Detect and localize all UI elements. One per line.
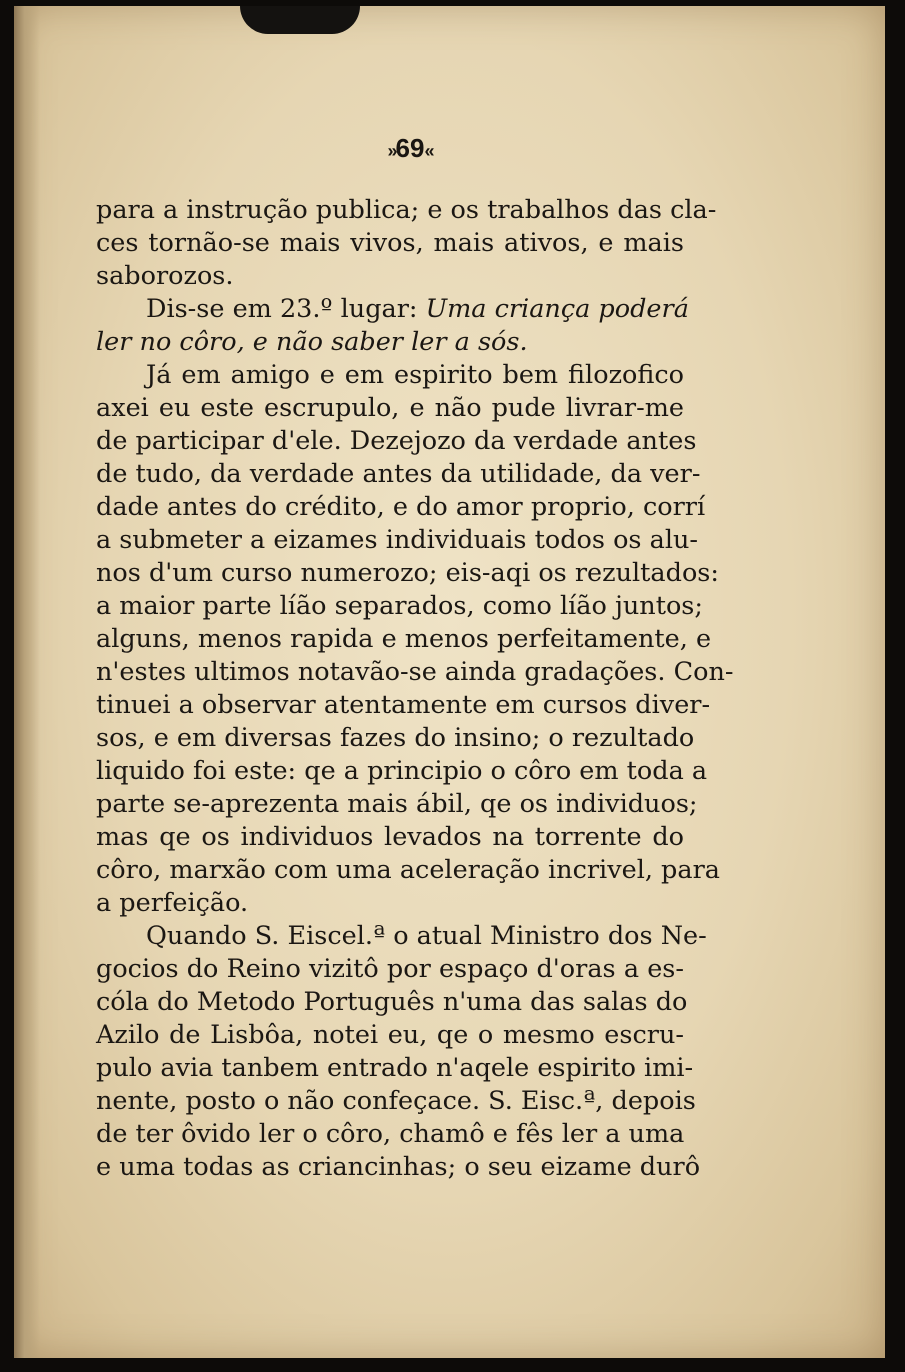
header-ornament-right: « bbox=[424, 141, 433, 161]
scan-clip-mark bbox=[240, 6, 360, 34]
text-line-content: de ter ôvido ler o côro, chamô e fês ler a uma bbox=[96, 1119, 685, 1149]
text-line bbox=[96, 293, 689, 326]
text-line-italic: ler no côro, e não saber ler a sós. bbox=[96, 327, 528, 357]
text-line-content: ces tornão-se mais vivos, mais ativos, e mais bbox=[96, 228, 684, 258]
text-line bbox=[96, 491, 706, 524]
text-line-content: n'estes ultimos notavão-se ainda gradações. Con- bbox=[96, 657, 734, 687]
body-text bbox=[96, 194, 734, 1184]
text-line bbox=[96, 590, 703, 623]
text-line bbox=[96, 986, 688, 1019]
text-line bbox=[96, 887, 684, 920]
text-line-content: alguns, menos rapida e menos perfeitamente, e bbox=[96, 624, 712, 654]
text-line-content: nos d'um curso numerozo; eis-aqi os rezultados: bbox=[96, 558, 719, 588]
text-line-content: a perfeição. bbox=[96, 888, 249, 918]
text-line-content: a maior parte líão separados, como líão juntos; bbox=[96, 591, 703, 621]
text-line-content: tinuei a observar atentamente em cursos diver- bbox=[96, 690, 711, 720]
text-line bbox=[96, 326, 684, 359]
text-line-content: para a instrução publica; e os trabalhos das cla- bbox=[96, 195, 717, 225]
text-line bbox=[96, 788, 698, 821]
text-line-content: dade antes do crédito, e do amor proprio, corrí bbox=[96, 492, 706, 522]
text-line-content: de participar d'ele. Dezejozo da verdade antes bbox=[96, 426, 697, 456]
text-line-content: liquido foi este: qe a principio o côro em toda a bbox=[96, 756, 708, 786]
text-line bbox=[96, 359, 684, 392]
text-line bbox=[96, 656, 734, 689]
text-line bbox=[96, 755, 708, 788]
text-line-italic: Uma criança poderá bbox=[425, 294, 689, 324]
text-line-content: parte se-aprezenta mais ábil, qe os individuos; bbox=[96, 789, 698, 819]
text-line bbox=[96, 623, 712, 656]
text-line-content: mas qe os individuos levados na torrente do bbox=[96, 822, 684, 852]
text-line bbox=[96, 227, 684, 260]
text-line-content: de tudo, da verdade antes da utilidade, da ver- bbox=[96, 459, 701, 489]
text-line-content: Quando S. Eiscel.ª o atual Ministro dos Ne- bbox=[146, 921, 707, 951]
text-line-content: gocios do Reino vizitô por espaço d'oras a es- bbox=[96, 954, 684, 984]
text-line bbox=[96, 425, 697, 458]
text-line bbox=[96, 524, 699, 557]
text-line bbox=[96, 194, 717, 227]
text-line bbox=[96, 854, 720, 887]
text-line-content: axei eu este escrupulo, e não pude livrar-me bbox=[96, 393, 684, 423]
page-header bbox=[330, 128, 490, 168]
text-line-content: nente, posto o não confeçace. S. Eisc.ª, depois bbox=[96, 1086, 696, 1116]
text-line bbox=[96, 1052, 694, 1085]
text-line-content: Dis-se em 23.º lugar: bbox=[146, 294, 426, 324]
text-line-content: côro, marxão com uma aceleração incrivel, para bbox=[96, 855, 720, 885]
text-line bbox=[96, 557, 719, 590]
text-line bbox=[96, 260, 684, 293]
text-line-content: Azilo de Lisbôa, notei eu, qe o mesmo escru- bbox=[96, 1020, 684, 1050]
page-number: 69 bbox=[395, 133, 425, 163]
text-line bbox=[96, 1118, 684, 1151]
header-ornament-left: » bbox=[387, 141, 396, 161]
text-line bbox=[96, 821, 684, 854]
text-line-content: a submeter a eizames individuais todos os alu- bbox=[96, 525, 699, 555]
text-line bbox=[96, 458, 701, 491]
text-line bbox=[96, 1151, 701, 1184]
text-line-content: Já em amigo e em espirito bem filozofico bbox=[146, 360, 684, 390]
text-line bbox=[96, 689, 711, 722]
text-line-content: sos, e em diversas fazes do insino; o rezultado bbox=[96, 723, 695, 753]
text-line-content: pulo avia tanbem entrado n'aqele espirito imi- bbox=[96, 1053, 694, 1083]
text-line-content: saborozos. bbox=[96, 261, 234, 291]
text-line bbox=[96, 1085, 696, 1118]
text-line-content: e uma todas as criancinhas; o seu eizame durô bbox=[96, 1152, 701, 1182]
text-line bbox=[96, 953, 684, 986]
text-line bbox=[96, 920, 707, 953]
text-line-content: cóla do Metodo Português n'uma das salas do bbox=[96, 987, 688, 1017]
text-line bbox=[96, 722, 695, 755]
text-line bbox=[96, 392, 684, 425]
text-line bbox=[96, 1019, 684, 1052]
